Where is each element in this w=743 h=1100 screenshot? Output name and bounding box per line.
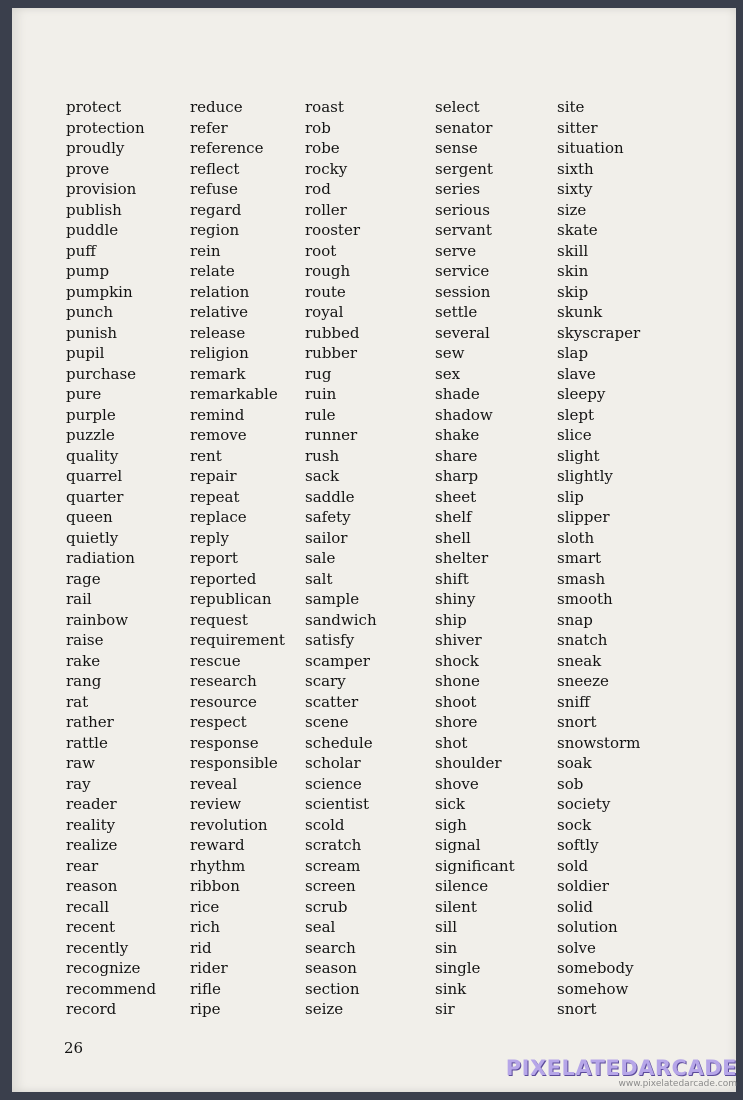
word-item: sir	[435, 1000, 455, 1018]
word-item: radiation	[66, 549, 135, 567]
word-item: signal	[435, 836, 481, 854]
page-number: 26	[64, 1039, 84, 1057]
word-item: settle	[435, 303, 478, 321]
word-item: rider	[190, 959, 228, 977]
word-item: sloth	[557, 528, 595, 547]
word-item: revolution	[190, 815, 268, 834]
word-item: protection	[66, 118, 145, 137]
word-item: rubbed	[305, 323, 360, 342]
word-item: slightly	[557, 467, 613, 485]
word-item: repair	[190, 467, 237, 485]
word-item: rough	[305, 262, 351, 280]
word-item: replace	[190, 508, 247, 526]
word-item: shoulder	[435, 754, 502, 772]
word-item: review	[190, 795, 242, 813]
word-item: roast	[305, 98, 344, 116]
word-item: sitter	[557, 118, 598, 137]
word-column-5	[557, 97, 640, 1020]
word-item: rubber	[305, 344, 358, 362]
word-item: ruin	[305, 385, 337, 403]
word-item: significant	[435, 856, 515, 875]
word-column-3	[305, 97, 377, 1020]
word-item: prove	[66, 159, 110, 178]
word-item: refuse	[190, 180, 238, 198]
word-item: sleepy	[557, 385, 606, 403]
word-item: regard	[190, 200, 242, 219]
word-item: skunk	[557, 303, 603, 321]
word-item: soak	[557, 754, 592, 772]
word-item: protect	[66, 98, 122, 116]
word-item: sniff	[557, 692, 590, 711]
word-item: religion	[190, 344, 249, 362]
word-item: society	[557, 795, 611, 813]
word-item: sold	[557, 856, 589, 875]
word-item: scientist	[305, 795, 369, 813]
word-item: shoot	[435, 692, 477, 711]
word-item: raise	[66, 631, 104, 649]
word-item: slept	[557, 405, 595, 424]
word-item: rich	[190, 918, 221, 936]
word-item: pump	[66, 262, 110, 280]
word-item: single	[435, 959, 481, 977]
word-item: realize	[66, 836, 118, 854]
word-item: site	[557, 98, 585, 116]
word-item: rainbow	[66, 610, 129, 629]
word-item: silence	[435, 877, 489, 895]
word-item: quietly	[66, 528, 119, 547]
word-item: somehow	[557, 979, 629, 998]
word-item: servant	[435, 221, 492, 239]
word-item: pumpkin	[66, 282, 133, 301]
word-item: rent	[190, 446, 222, 465]
word-item: region	[190, 221, 240, 239]
word-item: saddle	[305, 487, 355, 506]
word-item: rob	[305, 118, 331, 137]
word-item: senator	[435, 118, 493, 137]
word-item: reduce	[190, 98, 243, 116]
word-item: shock	[435, 651, 479, 670]
word-item: rifle	[190, 979, 221, 998]
word-item: rooster	[305, 221, 361, 239]
word-item: sill	[435, 918, 458, 936]
word-item: sin	[435, 938, 458, 957]
word-item: satisfy	[305, 631, 355, 649]
watermark	[506, 1057, 737, 1090]
word-item: rhythm	[190, 856, 246, 875]
word-column-1	[66, 97, 156, 1020]
word-item: shore	[435, 713, 478, 731]
word-item: scatter	[305, 692, 359, 711]
word-item: ripe	[190, 1000, 221, 1018]
word-item: skip	[557, 282, 589, 301]
word-item: shone	[435, 672, 480, 690]
word-item: skin	[557, 262, 589, 280]
word-item: somebody	[557, 959, 634, 977]
word-item: rather	[66, 713, 114, 731]
word-item: puff	[66, 241, 96, 260]
watermark-url: www.pixelatedarcade.com	[618, 1079, 737, 1089]
word-item: snap	[557, 610, 593, 629]
word-item: report	[190, 549, 238, 567]
word-item: rid	[190, 938, 212, 957]
word-item: slap	[557, 344, 589, 362]
word-item: silent	[435, 897, 477, 916]
word-item: raw	[66, 754, 95, 772]
word-item: rescue	[190, 651, 241, 670]
word-item: recently	[66, 938, 129, 957]
word-item: scene	[305, 713, 349, 731]
word-item: sheet	[435, 487, 477, 506]
word-item: scold	[305, 815, 345, 834]
word-item: rail	[66, 590, 92, 608]
word-item: rein	[190, 241, 221, 260]
word-item: rug	[305, 364, 332, 383]
word-item: schedule	[305, 733, 373, 752]
word-column-4	[435, 97, 515, 1020]
word-item: skill	[557, 241, 589, 260]
word-item: purple	[66, 405, 116, 424]
word-item: safety	[305, 508, 351, 526]
word-item: publish	[66, 200, 122, 219]
word-item: roller	[305, 200, 347, 219]
word-item: rear	[66, 856, 99, 875]
word-item: solution	[557, 918, 618, 936]
word-item: solid	[557, 897, 593, 916]
word-item: select	[435, 98, 480, 116]
word-item: season	[305, 959, 357, 977]
word-item: skate	[557, 221, 598, 239]
word-item: search	[305, 938, 356, 957]
word-item: skyscraper	[557, 323, 641, 342]
word-item: provision	[66, 180, 137, 198]
word-item: sandwich	[305, 610, 377, 629]
word-item: shift	[435, 569, 469, 588]
word-item: smart	[557, 549, 602, 567]
word-item: proudly	[66, 139, 125, 157]
word-item: serve	[435, 241, 477, 260]
word-item: reward	[190, 836, 245, 854]
word-item: quality	[66, 446, 119, 465]
word-item: resource	[190, 692, 257, 711]
word-item: reader	[66, 795, 117, 813]
word-item: recent	[66, 918, 116, 936]
word-item: relation	[190, 282, 250, 301]
word-item: sneak	[557, 651, 602, 670]
word-item: shot	[435, 733, 468, 752]
word-item: pupil	[66, 344, 105, 362]
word-item: sixth	[557, 159, 594, 178]
word-item: scamper	[305, 651, 370, 670]
word-item: refer	[190, 118, 228, 137]
word-item: softly	[557, 836, 599, 854]
word-item: rat	[66, 692, 89, 711]
word-item: scholar	[305, 754, 361, 772]
word-item: shade	[435, 385, 480, 403]
word-item: ray	[66, 774, 91, 793]
watermark-title: PIXELATEDARCADE	[505, 1056, 737, 1080]
word-item: sneeze	[557, 672, 609, 690]
word-item: serious	[435, 200, 490, 219]
word-item: remind	[190, 405, 245, 424]
word-item: snort	[557, 713, 597, 731]
word-item: rod	[305, 180, 331, 198]
word-item: sergent	[435, 159, 493, 178]
word-item: remark	[190, 364, 246, 383]
word-item: scream	[305, 856, 361, 875]
word-item: seize	[305, 1000, 344, 1018]
word-item: service	[435, 262, 490, 280]
book-page	[12, 8, 736, 1092]
word-item: relative	[190, 303, 248, 321]
word-item: royal	[305, 303, 344, 321]
word-item: ship	[435, 610, 467, 629]
word-item: sex	[435, 364, 461, 383]
word-item: seal	[305, 918, 336, 936]
word-item: ribbon	[190, 877, 240, 895]
word-item: share	[435, 446, 478, 465]
word-item: shake	[435, 426, 480, 444]
word-item: scrub	[305, 897, 348, 916]
word-item: several	[435, 323, 490, 342]
word-item: reflect	[190, 159, 240, 178]
word-item: rule	[305, 405, 336, 424]
word-item: slave	[557, 364, 596, 383]
word-item: sink	[435, 979, 467, 998]
word-item: snort	[557, 1000, 597, 1018]
word-item: sock	[557, 815, 592, 834]
word-item: pure	[66, 385, 102, 403]
word-item: release	[190, 323, 246, 342]
word-item: session	[435, 282, 491, 301]
word-item: sick	[435, 795, 465, 813]
word-item: republican	[190, 590, 272, 608]
word-item: reported	[190, 569, 257, 588]
word-item: request	[190, 610, 248, 629]
word-item: shell	[435, 528, 471, 547]
word-item: respect	[190, 713, 247, 731]
word-item: reply	[190, 528, 229, 547]
word-item: rang	[66, 672, 102, 690]
word-item: research	[190, 672, 257, 690]
word-item: rush	[305, 446, 340, 465]
word-item: route	[305, 282, 346, 301]
word-item: shiny	[435, 590, 476, 608]
word-item: relate	[190, 262, 235, 280]
word-item: sixty	[557, 180, 593, 198]
word-item: reveal	[190, 774, 238, 793]
word-item: shelter	[435, 549, 489, 567]
word-item: smash	[557, 569, 606, 588]
word-item: snatch	[557, 631, 608, 649]
word-item: recall	[66, 897, 109, 916]
word-item: shelf	[435, 508, 472, 526]
word-item: reference	[190, 139, 264, 157]
word-item: screen	[305, 877, 356, 895]
word-item: punch	[66, 303, 113, 321]
word-item: situation	[557, 139, 624, 157]
word-item: sailor	[305, 528, 348, 547]
word-item: recommend	[66, 979, 157, 998]
word-item: remove	[190, 426, 247, 444]
word-item: requirement	[190, 631, 285, 649]
word-item: sew	[435, 344, 465, 362]
word-item: response	[190, 733, 259, 752]
word-item: root	[305, 241, 337, 260]
word-item: soldier	[557, 877, 609, 895]
word-item: remarkable	[190, 385, 278, 403]
word-item: puzzle	[66, 426, 115, 444]
word-item: robe	[305, 139, 340, 157]
word-item: quarter	[66, 487, 124, 506]
word-item: reason	[66, 877, 118, 895]
word-column-2	[190, 97, 285, 1020]
word-item: rocky	[305, 159, 348, 178]
word-item: size	[557, 200, 587, 219]
word-item: repeat	[190, 487, 240, 506]
word-item: queen	[66, 508, 113, 526]
word-item: slip	[557, 487, 584, 506]
word-item: shove	[435, 774, 479, 793]
word-item: slice	[557, 426, 592, 444]
word-item: science	[305, 774, 362, 793]
word-item: rake	[66, 651, 101, 670]
word-item: salt	[305, 569, 333, 588]
word-item: slipper	[557, 508, 610, 526]
word-item: snowstorm	[557, 733, 641, 752]
word-item: puddle	[66, 221, 119, 239]
word-item: punish	[66, 323, 118, 342]
word-item: rice	[190, 897, 220, 916]
word-item: slight	[557, 446, 600, 465]
word-item: shiver	[435, 631, 482, 649]
word-item: sale	[305, 549, 336, 567]
word-item: shadow	[435, 405, 493, 424]
word-item: scratch	[305, 836, 362, 854]
word-item: sack	[305, 467, 340, 485]
word-item: rage	[66, 569, 101, 588]
word-item: record	[66, 1000, 117, 1018]
word-item: sense	[435, 139, 478, 157]
word-item: reality	[66, 815, 116, 834]
word-item: solve	[557, 938, 596, 957]
word-item: purchase	[66, 364, 137, 383]
word-item: runner	[305, 426, 358, 444]
word-item: recognize	[66, 959, 141, 977]
word-item: quarrel	[66, 467, 123, 485]
word-item: rattle	[66, 733, 108, 752]
word-item: scary	[305, 672, 346, 690]
word-item: sigh	[435, 815, 467, 834]
word-item: sharp	[435, 467, 479, 485]
word-item: smooth	[557, 590, 613, 608]
word-item: section	[305, 979, 360, 998]
word-item: sample	[305, 590, 360, 608]
word-item: series	[435, 180, 481, 198]
word-item: sob	[557, 774, 584, 793]
word-item: responsible	[190, 754, 278, 772]
